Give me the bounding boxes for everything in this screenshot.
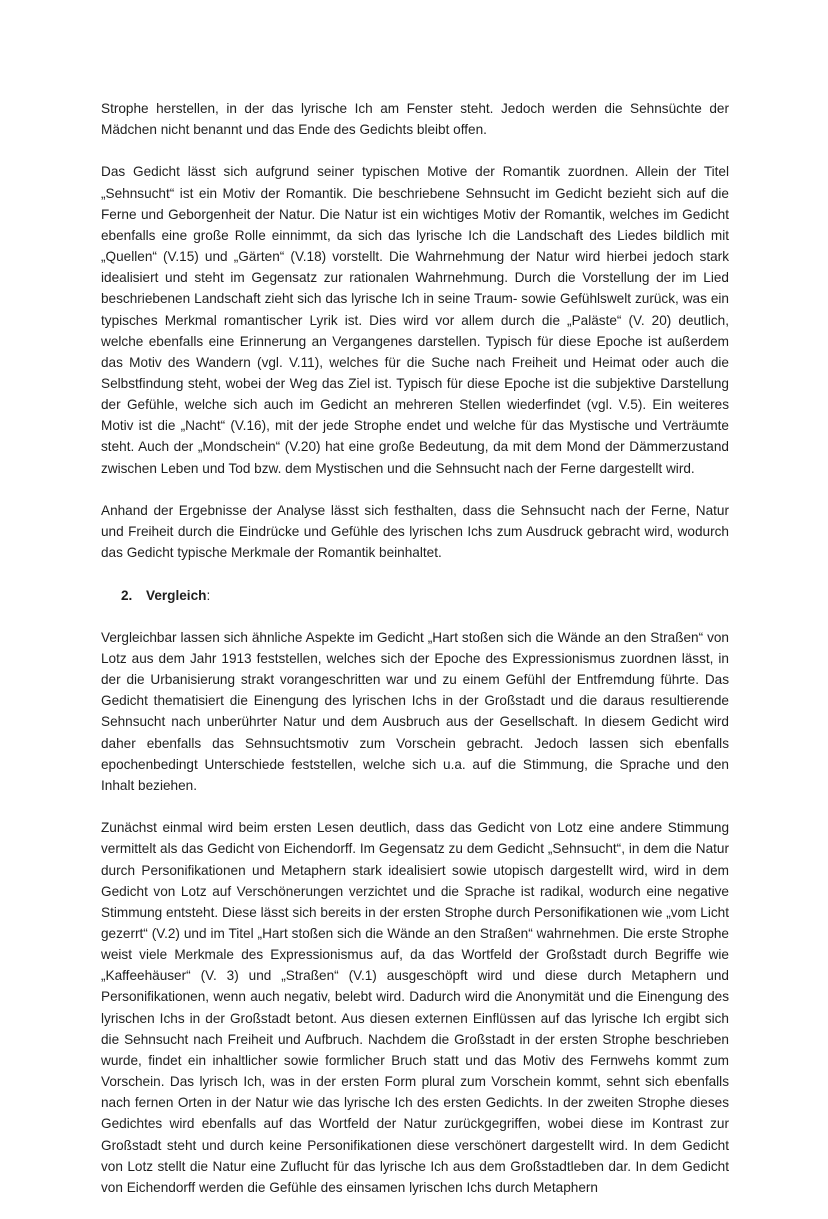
document-page <box>101 98 729 1219</box>
paragraph-stimmung-comparison: Zunächst einmal wird beim ersten Lesen deutlich, dass das Gedicht von Lotz eine andere Stimmung vermittelt als das Gedicht von Eichendorff. Im Gegensatz zu dem Gedicht „Sehnsucht“, in dem die Natur durch Personifikationen und Metaphern stark idealisiert sowie utopisch dargestellt wird, wird in dem Gedicht von Lotz auf Verschönerungen verzichtet und die Sprache ist radikal, wodurch eine negative Stimmung entsteht. Diese lässt sich bereits in der ersten Strophe durch Personifikationen wie „vom Licht gezerrt“ (V.2) und im Titel „Hart stoßen sich die Wände an den Straßen“ wahrnehmen. Die erste Strophe weist viele Merkmale des Expressionismus auf, da das Wortfeld der Großstadt durch Begriffe wie „Kaffeehäuser“ (V. 3) und „Straßen“ (V.1) ausgeschöpft wird und diese durch Metaphern und Personifikationen, wenn auch negativ, belebt wird. Dadurch wird die Anonymität und die Einengung des lyrischen Ichs in der Großstadt betont. Aus diesen externen Einflüssen auf das lyrische Ich ergibt sich die Sehnsucht nach Freiheit und Aufbruch. Nachdem die Großstadt in der ersten Strophe beschrieben wurde, findet ein inhaltlicher sowie formlicher Bruch statt und das Motiv des Fernwehs kommt zum Vorschein. Das lyrisch Ich, was in der ersten Form plural zum Vorschein kommt, sehnt sich ebenfalls nach fernen Orten in der Natur wie das lyrische Ich des ersten Gedichts. In der zweiten Strophe dieses Gedichtes wird ebenfalls auf das Wortfeld der Natur zurückgegriffen, wobei diese im Kontrast zur Großstadt steht und durch keine Personifikationen diese verschönert dargestellt wird. In dem Gedicht von Lotz stellt die Natur eine Zuflucht für das lyrische Ich aus dem Großstadtleben dar. In dem Gedicht von Eichendorff werden die Gefühle des einsamen lyrischen Ichs durch Metaphern <box>101 820 729 1195</box>
paragraph-romantik-motive: Das Gedicht lässt sich aufgrund seiner typischen Motive der Romantik zuordnen. Allein der Titel „Sehnsucht“ ist ein Motiv der Romantik. Die beschriebene Sehnsucht im Gedicht bezieht sich auf die Ferne und Geborgenheit der Natur. Die Natur ist ein wichtiges Motiv der Romantik, welches im Gedicht ebenfalls eine große Rolle einnimmt, da sich das lyrische Ich die Landschaft des Liedes bildlich mit „Quellen“ (V.15) und „Gärten“ (V.18) vorstellt. Die Wahrnehmung der Natur wird hierbei jedoch stark idealisiert und steht im Gegensatz zur rationalen Wahrnehmung. Durch die Vorstellung der im Lied beschriebenen Landschaft zieht sich das lyrische Ich in seine Traum- sowie Gefühlswelt zurück, was ein typisches Merkmal romantischer Lyrik ist. Dies wird vor allem durch die „Paläste“ (V. 20) deutlich, welche ebenfalls eine Erinnerung an Vergangenes darstellen. Typisch für diese Epoche ist außerdem das Motiv des Wandern (vgl. V.11), welches für die Suche nach Freiheit und Heimat oder auch die Selbstfindung steht, wobei der Weg das Ziel ist. Typisch für diese Epoche ist die subjektive Darstellung der Gefühle, welche sich auch im Gedicht an mehreren Stellen wiederfindet (vgl. V.5). Ein weiteres Motiv ist die „Nacht“ (V.16), mit der jede Strophe endet und welche für das Mystische und Verträumte steht. Auch der „Mondschein“ (V.20) hat eine große Bedeutung, da mit dem Mond der Dämmerzustand zwischen Leben und Tod bzw. dem Mystischen und die Sehnsucht nach der Ferne dargestellt wird. <box>101 164 729 476</box>
section-title: Vergleich <box>146 587 207 603</box>
section-title-colon: : <box>206 587 211 603</box>
section-number: 2. <box>121 587 133 603</box>
paragraph-analysis-conclusion: Anhand der Ergebnisse der Analyse lässt sich festhalten, dass die Sehnsucht nach der Ferne, Natur und Freiheit durch die Eindrücke und Gefühle des lyrischen Ichs zum Ausdruck gebracht wird, wodurch das Gedicht typische Merkmale der Romantik beinhaltet. <box>101 502 729 561</box>
paragraph-strophe-ending: Strophe herstellen, in der das lyrische Ich am Fenster steht. Jedoch werden die Sehnsüchte der Mädchen nicht benannt und das Ende des Gedichts bleibt offen. <box>101 101 729 138</box>
paragraph-vergleich-intro: Vergleichbar lassen sich ähnliche Aspekte im Gedicht „Hart stoßen sich die Wände an den Straßen“ von Lotz aus dem Jahr 1913 feststellen, welches sich der Epoche des Expressionismus zuordnen lässt, in der die Urbanisierung strakt vorangeschritten war und zu einem Gefühl der Entfremdung führte. Das Gedicht thematisiert die Einengung des lyrischen Ichs in der Großstadt und die daraus resultierende Sehnsucht nach unberührter Natur und dem Ausbruch aus der Gesellschaft. In diesem Gedicht wird daher ebenfalls das Sehnsuchtsmotiv zum Vorschein gebracht. Jedoch lassen sich ebenfalls epochenbedingt Unterschiede feststellen, welche sich u.a. auf die Stimmung, die Sprache und den Inhalt beziehen. <box>101 629 729 793</box>
section-heading-vergleich <box>101 585 729 606</box>
